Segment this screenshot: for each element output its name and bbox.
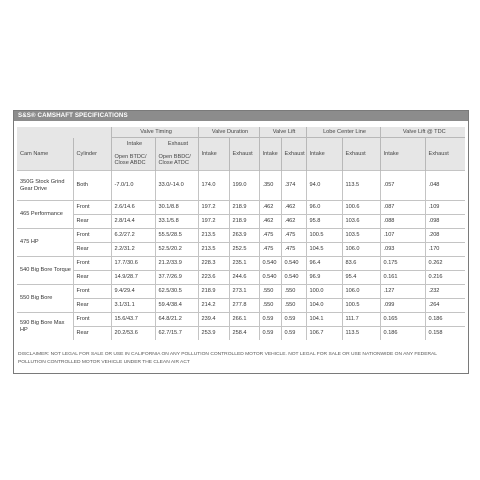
cell-cylinder: Front xyxy=(73,229,111,243)
cell-lift-tdc-intake: .099 xyxy=(380,299,425,313)
cell-duration-exhaust: 218.9 xyxy=(229,215,259,229)
cell-valve-timing-intake: 15.6/43.7 xyxy=(111,313,155,327)
header-timing-exhaust-sub: Open BBDC/ Close ATDC xyxy=(155,150,198,171)
cell-duration-exhaust: 235.1 xyxy=(229,257,259,271)
table-row xyxy=(17,271,465,285)
cell-valve-timing-intake: -7.0/1.0 xyxy=(111,171,155,201)
cell-lcl-exhaust: 100.5 xyxy=(342,299,380,313)
cell-lift-tdc-exhaust: 0.186 xyxy=(425,313,465,327)
cell-cylinder: Rear xyxy=(73,243,111,257)
header-cam-name: Cam Name xyxy=(17,138,73,171)
table-row xyxy=(17,313,465,327)
cell-lcl-exhaust: 106.0 xyxy=(342,243,380,257)
cell-valve-timing-intake: 2.8/14.4 xyxy=(111,215,155,229)
header-valve-lift-tdc: Valve Lift @ TDC xyxy=(380,127,465,138)
cell-lift-exhaust: 0.59 xyxy=(281,313,306,327)
cell-lcl-exhaust: 113.5 xyxy=(342,171,380,201)
cell-duration-exhaust: 277.8 xyxy=(229,299,259,313)
cell-duration-intake: 213.5 xyxy=(198,229,229,243)
cell-cylinder: Rear xyxy=(73,271,111,285)
cell-valve-timing-exhaust: 21.2/33.9 xyxy=(155,257,198,271)
cell-duration-exhaust: 266.1 xyxy=(229,313,259,327)
cell-duration-intake: 213.5 xyxy=(198,243,229,257)
cell-lcl-intake: 100.0 xyxy=(306,285,342,299)
cell-lift-tdc-exhaust: .232 xyxy=(425,285,465,299)
cell-valve-timing-intake: 9.4/29.4 xyxy=(111,285,155,299)
table-row xyxy=(17,201,465,215)
table-row xyxy=(17,257,465,271)
cell-valve-timing-exhaust: 55.5/28.5 xyxy=(155,229,198,243)
cell-lcl-intake: 106.7 xyxy=(306,327,342,341)
cell-lift-exhaust: .550 xyxy=(281,285,306,299)
cell-cam-name: 550 Big Bore xyxy=(17,285,73,313)
table-row xyxy=(17,229,465,243)
cell-lcl-exhaust: 111.7 xyxy=(342,313,380,327)
cell-cylinder: Rear xyxy=(73,299,111,313)
table-row xyxy=(17,299,465,313)
header-cylinder: Cylinder xyxy=(73,138,111,171)
cell-lift-tdc-intake: .087 xyxy=(380,201,425,215)
cell-lift-tdc-intake: .093 xyxy=(380,243,425,257)
cell-lift-intake: .475 xyxy=(259,229,281,243)
cell-duration-exhaust: 252.5 xyxy=(229,243,259,257)
cell-lift-tdc-exhaust: 0.216 xyxy=(425,271,465,285)
cell-cylinder: Both xyxy=(73,171,111,201)
cell-valve-timing-intake: 14.9/28.7 xyxy=(111,271,155,285)
cell-lcl-intake: 96.4 xyxy=(306,257,342,271)
table-row xyxy=(17,171,465,201)
camshaft-spec-table xyxy=(17,127,465,340)
cell-lcl-exhaust: 106.0 xyxy=(342,285,380,299)
cell-valve-timing-intake: 2.6/14.6 xyxy=(111,201,155,215)
table-row xyxy=(17,243,465,257)
cell-lift-tdc-intake: 0.161 xyxy=(380,271,425,285)
cell-lift-tdc-intake: 0.186 xyxy=(380,327,425,341)
cell-lcl-intake: 96.9 xyxy=(306,271,342,285)
cell-lift-tdc-exhaust: .170 xyxy=(425,243,465,257)
cell-duration-exhaust: 273.1 xyxy=(229,285,259,299)
cell-duration-intake: 197.2 xyxy=(198,201,229,215)
header-timing-intake: Intake xyxy=(111,138,155,151)
cell-lift-intake: 0.59 xyxy=(259,327,281,341)
header-lift-intake: Intake xyxy=(259,138,281,171)
header-lobe-center-line: Lobe Center Line xyxy=(306,127,380,138)
header-tdc-exhaust: Exhaust xyxy=(425,138,465,171)
cell-lift-intake: .350 xyxy=(259,171,281,201)
cell-lift-intake: .462 xyxy=(259,201,281,215)
header-tdc-intake: Intake xyxy=(380,138,425,171)
table-row xyxy=(17,215,465,229)
cell-valve-timing-exhaust: 62.5/30.5 xyxy=(155,285,198,299)
cell-duration-intake: 218.9 xyxy=(198,285,229,299)
cell-lift-tdc-exhaust: .098 xyxy=(425,215,465,229)
cell-cylinder: Front xyxy=(73,285,111,299)
cell-lift-intake: 0.540 xyxy=(259,271,281,285)
cell-lift-intake: .462 xyxy=(259,215,281,229)
cell-valve-timing-exhaust: 37.7/26.9 xyxy=(155,271,198,285)
cell-valve-timing-intake: 2.2/31.2 xyxy=(111,243,155,257)
cell-lift-tdc-exhaust: .048 xyxy=(425,171,465,201)
cell-lift-exhaust: 0.540 xyxy=(281,257,306,271)
cell-valve-timing-exhaust: 30.1/8.8 xyxy=(155,201,198,215)
cell-lcl-exhaust: 100.6 xyxy=(342,201,380,215)
cell-lcl-intake: 104.1 xyxy=(306,313,342,327)
cell-lift-tdc-intake: .088 xyxy=(380,215,425,229)
cell-lcl-exhaust: 95.4 xyxy=(342,271,380,285)
cell-lift-tdc-intake: .107 xyxy=(380,229,425,243)
cell-lcl-exhaust: 103.5 xyxy=(342,229,380,243)
header-timing-exhaust: Exhaust xyxy=(155,138,198,151)
cell-lift-tdc-exhaust: .264 xyxy=(425,299,465,313)
header-valve-duration: Valve Duration xyxy=(198,127,259,138)
cell-lift-exhaust: 0.59 xyxy=(281,327,306,341)
cell-lift-tdc-intake: 0.165 xyxy=(380,313,425,327)
cell-duration-intake: 214.2 xyxy=(198,299,229,313)
cell-valve-timing-exhaust: 33.1/5.8 xyxy=(155,215,198,229)
cell-cam-name: 465 Performance xyxy=(17,201,73,229)
disclaimer-text: DISCLAIMER: NOT LEGAL FOR SALE OR USE IN CALIFORNIA ON ANY POLLUTION CONTROLLED MOTOR VEHICLE. NOT LEGAL FOR SALE OR USE NATIONWIDE ON ANY FEDERAL POLLUTION CONTROLLED MOTOR VEHICLE UNDER THE CLEAN AIR ACT xyxy=(18,352,437,365)
table-body xyxy=(17,171,465,341)
table-title: S&S® CAMSHAFT SPECIFICATIONS xyxy=(14,111,468,121)
cell-lift-exhaust: .475 xyxy=(281,229,306,243)
cell-cylinder: Rear xyxy=(73,327,111,341)
cell-lift-exhaust: .475 xyxy=(281,243,306,257)
cell-valve-timing-exhaust: 64.8/21.2 xyxy=(155,313,198,327)
cell-lift-tdc-exhaust: .109 xyxy=(425,201,465,215)
cell-lift-exhaust: 0.540 xyxy=(281,271,306,285)
header-valve-timing: Valve Timing xyxy=(111,127,198,138)
header-lift-exhaust: Exhaust xyxy=(281,138,306,171)
cell-cylinder: Rear xyxy=(73,215,111,229)
cell-duration-intake: 239.4 xyxy=(198,313,229,327)
cell-lcl-intake: 104.5 xyxy=(306,243,342,257)
cell-valve-timing-intake: 20.2/53.6 xyxy=(111,327,155,341)
cell-lcl-intake: 95.8 xyxy=(306,215,342,229)
cell-lift-exhaust: .550 xyxy=(281,299,306,313)
cell-valve-timing-exhaust: 33.0/-14.0 xyxy=(155,171,198,201)
cell-lcl-exhaust: 103.6 xyxy=(342,215,380,229)
cell-duration-exhaust: 199.0 xyxy=(229,171,259,201)
cell-lift-tdc-intake: 0.175 xyxy=(380,257,425,271)
header-duration-intake: Intake xyxy=(198,138,229,171)
cell-duration-exhaust: 244.6 xyxy=(229,271,259,285)
cell-cylinder: Front xyxy=(73,201,111,215)
cell-valve-timing-intake: 3.1/31.1 xyxy=(111,299,155,313)
cell-lift-tdc-intake: .127 xyxy=(380,285,425,299)
cell-lcl-intake: 96.0 xyxy=(306,201,342,215)
cell-duration-exhaust: 263.9 xyxy=(229,229,259,243)
cell-lcl-exhaust: 83.6 xyxy=(342,257,380,271)
cell-duration-intake: 253.9 xyxy=(198,327,229,341)
cell-lift-intake: .550 xyxy=(259,285,281,299)
cell-duration-intake: 174.0 xyxy=(198,171,229,201)
cell-duration-exhaust: 258.4 xyxy=(229,327,259,341)
header-duration-exhaust: Exhaust xyxy=(229,138,259,171)
cell-lcl-intake: 100.5 xyxy=(306,229,342,243)
cell-cam-name: 475 HP xyxy=(17,229,73,257)
cell-duration-intake: 228.3 xyxy=(198,257,229,271)
cell-lift-intake: 0.540 xyxy=(259,257,281,271)
header-valve-lift: Valve Lift xyxy=(259,127,306,138)
table-row xyxy=(17,327,465,341)
camshaft-spec-sheet xyxy=(13,110,469,374)
header-lcl-exhaust: Exhaust xyxy=(342,138,380,171)
cell-duration-exhaust: 218.9 xyxy=(229,201,259,215)
cell-valve-timing-intake: 6.2/27.2 xyxy=(111,229,155,243)
cell-cylinder: Front xyxy=(73,313,111,327)
cell-cam-name: 590 Big Bore Max HP xyxy=(17,313,73,341)
cell-lift-exhaust: .374 xyxy=(281,171,306,201)
cell-valve-timing-intake: 17.7/30.6 xyxy=(111,257,155,271)
header-lcl-intake: Intake xyxy=(306,138,342,171)
cell-lift-tdc-exhaust: .208 xyxy=(425,229,465,243)
cell-lcl-intake: 94.0 xyxy=(306,171,342,201)
table-row xyxy=(17,285,465,299)
cell-duration-intake: 197.2 xyxy=(198,215,229,229)
cell-lift-intake: .475 xyxy=(259,243,281,257)
cell-valve-timing-exhaust: 62.7/15.7 xyxy=(155,327,198,341)
cell-lift-tdc-exhaust: 0.262 xyxy=(425,257,465,271)
cell-lift-tdc-intake: .057 xyxy=(380,171,425,201)
cell-cam-name: 540 Big Bore Torque xyxy=(17,257,73,285)
cell-lcl-exhaust: 113.5 xyxy=(342,327,380,341)
cell-lift-intake: .550 xyxy=(259,299,281,313)
cell-valve-timing-exhaust: 59.4/38.4 xyxy=(155,299,198,313)
cell-lift-intake: 0.59 xyxy=(259,313,281,327)
cell-cam-name: 350G Stock Grind Gear Drive xyxy=(17,171,73,201)
cell-cylinder: Front xyxy=(73,257,111,271)
cell-valve-timing-exhaust: 52.5/20.2 xyxy=(155,243,198,257)
cell-lift-exhaust: .462 xyxy=(281,201,306,215)
cell-lift-exhaust: .462 xyxy=(281,215,306,229)
header-timing-intake-sub: Open BTDC/ Close ABDC xyxy=(111,150,155,171)
cell-lcl-intake: 104.0 xyxy=(306,299,342,313)
cell-lift-tdc-exhaust: 0.158 xyxy=(425,327,465,341)
cell-duration-intake: 223.6 xyxy=(198,271,229,285)
